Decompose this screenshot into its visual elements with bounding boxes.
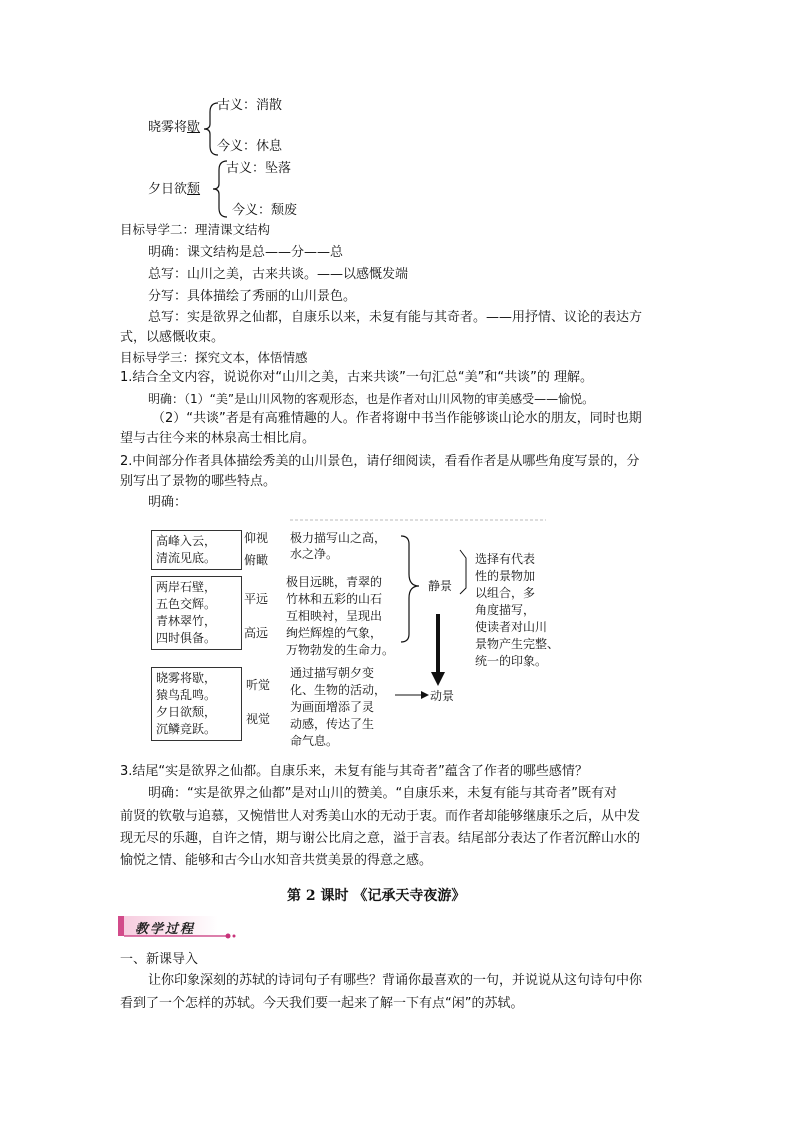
banner-label: 教学过程 [135, 922, 196, 937]
goal3-answer-2: 明确： [148, 495, 188, 510]
vocab-modern-2: 今义：颓废 [232, 203, 298, 218]
dynamic-scene-label: 动景 [430, 689, 455, 703]
answer-3-line-4: 愉悦之情、能够和古今山水知音共赏美景的得意之感。 [120, 853, 433, 868]
desc-1-line-1: 极力描写山之高， [290, 531, 387, 545]
goal3-answer-1c: 望与古往今来的林泉高士相比肩。 [120, 431, 316, 446]
goal3-answer-1a: 明确：（1）“美”是山川风物的客观形态，也是作者对山川风物的审美感受——愉悦。 [148, 392, 595, 406]
summary-line-1: 选择有代表 [475, 552, 536, 566]
intro-line-1: 让你印象深刻的苏轼的诗词句子有哪些？背诵你最喜欢的一句，并说说从这句诗句中你 [148, 973, 643, 988]
teaching-process-banner [118, 914, 236, 940]
goal2-line-4: 总写：实是欲界之仙都，自康乐以来，未复有能与其奇者。——用抒情、议论的表达方 [148, 310, 643, 325]
intro-line-2: 看到了一个怎样的苏轼。今天我们要一起来了解一下有点“闲”的苏轼。 [120, 996, 524, 1011]
desc-1-line-2: 水之净。 [290, 547, 339, 561]
answer-3-line-1: 明确：“实是欲界之仙都”是对山川的赞美。“自康乐来，未复有能与其奇者”既有对 [148, 786, 617, 801]
quote-box-1-line-2: 清流见底。 [156, 551, 217, 565]
goal2-heading: 目标导学二：理清课文结构 [120, 222, 271, 237]
summary-bracket [458, 548, 474, 596]
desc-2-line-3: 互相映衬，呈现出 [286, 609, 383, 623]
angle-label: 仰视 [244, 531, 269, 545]
vocab-modern-1: 今义：休息 [217, 139, 283, 154]
goal2-line-1: 明确：课文结构是总——分——总 [148, 245, 344, 260]
quote-box-3-line-4: 沉鳞竞跃。 [156, 722, 217, 736]
desc-2-line-5: 万物勃发的生命力。 [286, 643, 395, 657]
diagram-top-rule [290, 519, 550, 523]
desc-3-line-3: 为画面增添了灵 [290, 700, 375, 714]
desc-2-line-4: 绚烂辉煌的气象， [286, 626, 383, 640]
goal3-question-1: 1.结合全文内容，说说你对“山川之美，古来共谈”一句汇总“美”和“共谈”的 理解。 [120, 370, 593, 385]
answer-3-line-3: 现无尽的乐趣，自许之情，期与谢公比肩之意，溢于言表。结尾部分表达了作者沉醉山水的 [120, 831, 641, 846]
vocab-ancient-1: 古义：消散 [217, 98, 283, 113]
quote-box-3-line-2: 猿鸟乱鸣。 [156, 688, 217, 702]
quote-box-3-line-3: 夕日欲颓， [156, 705, 217, 719]
summary-line-7: 统一的印象。 [475, 654, 548, 668]
goal3-question-2b: 别写出了景物的哪些特点。 [120, 474, 277, 489]
vocab-ancient-2: 古义：坠落 [226, 161, 292, 176]
desc-3-line-5: 命气息。 [290, 734, 339, 748]
angle-label: 高远 [244, 626, 269, 640]
goal2-line-3: 分写：具体描绘了秀丽的山川景色。 [148, 289, 357, 304]
answer-3-line-2: 前贤的钦敬与追慕，又惋惜世人对秀美山水的无动于衷。而作者却能够继康乐之后，从中发 [120, 809, 641, 824]
lesson-title: 第 2 课时 《记承天寺夜游》 [287, 888, 466, 904]
quote-box-2-line-4: 四时俱备。 [156, 631, 217, 645]
section-heading: 一、新课导入 [120, 952, 199, 967]
desc-2-line-2: 竹林和五彩的山石 [286, 592, 383, 606]
summary-line-6: 景物产生完整、 [475, 637, 560, 651]
question-3: 3.结尾“实是欲界之仙都。自康乐来，未复有能与其奇者”蕴含了作者的哪些感情？ [120, 764, 588, 779]
goal3-question-2a: 2.中间部分作者具体描绘秀美的山川景色，请仔细阅读，看看作者是从哪些角度写景的，分 [120, 454, 640, 469]
angle-label: 听觉 [246, 678, 271, 692]
quote-box-1-line-1: 高峰入云， [156, 534, 217, 548]
quote-box-2-line-1: 两岸石壁， [156, 580, 217, 594]
desc-3-line-2: 化、生物的活动， [290, 683, 387, 697]
desc-2-line-1: 极目远眺，青翠的 [286, 575, 383, 589]
quote-box-2-line-2: 五色交辉。 [156, 597, 217, 611]
quote-box-2-line-3: 青林翠竹， [156, 614, 217, 628]
goal2-line-5: 式，以感慨收束。 [120, 330, 225, 345]
angle-label: 视觉 [246, 712, 271, 726]
goal2-line-2: 总写：山川之美，古来共谈。——以感慨发端 [148, 267, 409, 282]
summary-line-4: 角度描写， [475, 603, 536, 617]
angle-label: 俯瞰 [244, 553, 269, 567]
vocab-word-1: 晓雾将歇 [148, 120, 201, 135]
goal3-answer-1b: （2）“共谈”者是有高雅情趣的人。作者将谢中书当作能够谈山论水的朋友，同时也期 [152, 411, 642, 426]
quote-box-3-line-1: 晓雾将歇， [156, 671, 217, 685]
summary-line-5: 使读者对山川 [475, 620, 548, 634]
static-scene-label: 静景 [428, 579, 453, 593]
summary-line-3: 以组合，多 [475, 586, 536, 600]
desc-3-line-1: 通过描写朝夕变 [290, 666, 375, 680]
goal3-heading: 目标导学三：探究文本，体悟情感 [120, 350, 308, 365]
angle-label: 平远 [244, 592, 269, 606]
desc-3-line-4: 动感，传达了生 [290, 717, 375, 731]
summary-line-2: 性的景物加 [475, 569, 536, 583]
vocab-word-2: 夕日欲颓 [148, 182, 201, 197]
